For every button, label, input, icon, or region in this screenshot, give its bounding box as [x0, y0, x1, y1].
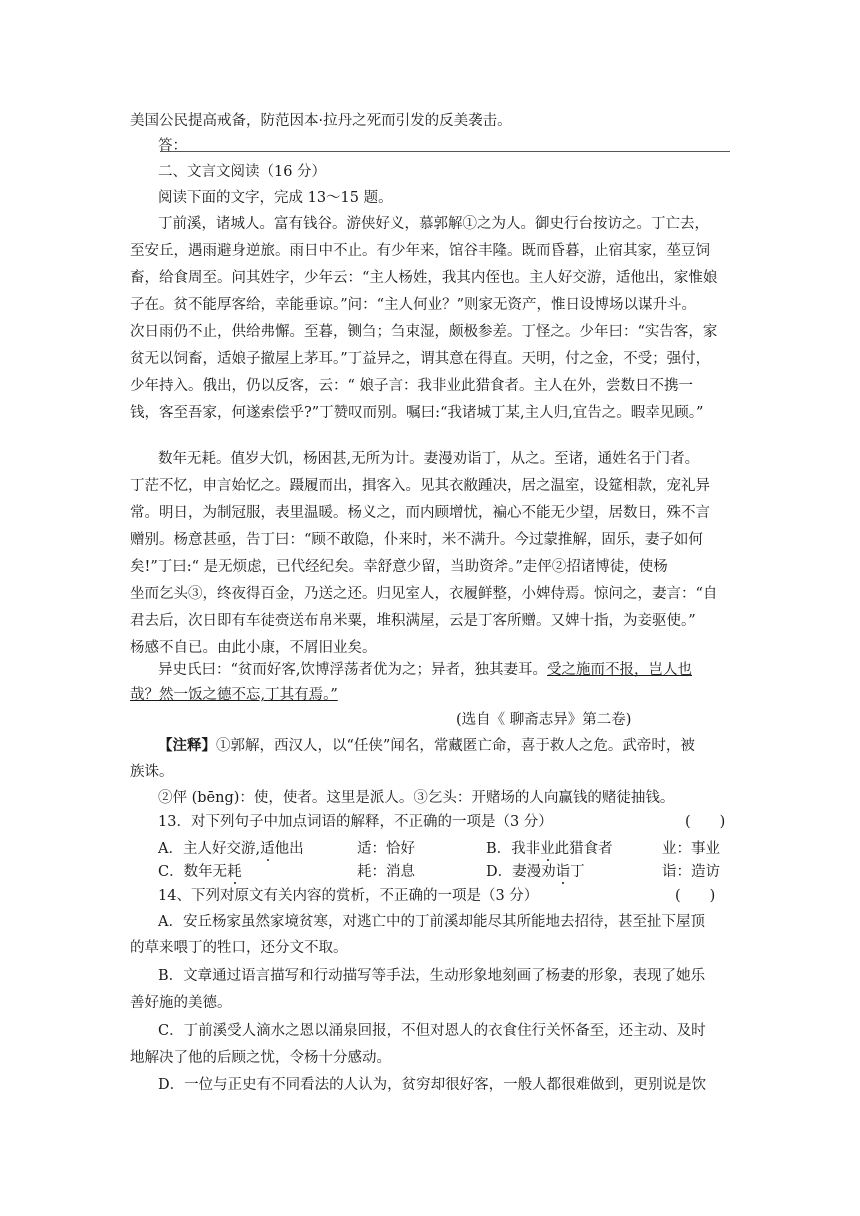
dotted-word: 耗	[227, 864, 242, 880]
passage-line: 次日雨仍不止，供给弗懈。至暮，铡刍；刍束湿，颇极参差。丁怪之。少年曰：“实告客，家	[130, 324, 718, 340]
passage-line: 坐而乞头③，终夜得百金，乃送之还。归见室人，衣履鲜整，小婢侍焉。惊问之，妻言：“自	[130, 586, 718, 602]
option-text: 此猎食者	[554, 841, 613, 857]
q13-option-d	[486, 862, 585, 882]
q13-gloss-d: 诣：造访	[662, 864, 720, 880]
passage-line: 杨感不自已。由此小康，不屑旧业矣。	[130, 640, 377, 656]
notes-line: 族诛。	[130, 764, 174, 780]
passage-line: 畜，给食周至。问其姓字，少年云：“主人杨姓，我其内侄也。主人好交游，适他出，家惟娘	[130, 270, 718, 286]
commentary-line	[158, 660, 730, 680]
dotted-word: 诣	[555, 864, 571, 880]
answer-blank-line	[160, 151, 730, 152]
notes-label: 【注释】	[158, 737, 216, 754]
section-instruction: 阅读下面的文字，完成 13～15 题。	[158, 190, 393, 206]
q14-option-d: D．一位与正史有不同看法的人认为，贫穷却很好客，一般人都很难做到，更别说是饮	[158, 1077, 707, 1093]
q14-stem: 14、下列对原文有关内容的赏析，不正确的一项是（3 分）	[158, 888, 539, 904]
option-text: A．主人好交游,	[158, 841, 261, 857]
passage-line: 子在。贫不能厚客给，幸能垂谅。”问：“主人何业？”则家无资产，惟日设博场以谋升斗。	[130, 297, 696, 313]
option-text: 他出	[274, 841, 304, 857]
passage-line: 数年无耗。值岁大饥，杨困甚,无所为计。妻漫劝诣丁，从之。至诸，通姓名于门者。	[158, 451, 700, 467]
q13-gloss-b: 业：事业	[662, 841, 720, 857]
notes-text: ①郭解，西汉人，以“任侠”闻名，常藏匿亡命，喜于救人之危。武帝时，被	[216, 738, 695, 754]
answer-label: 答：	[158, 138, 187, 154]
passage-line: 矣!”丁曰:“ 是无烦虑，已代经纪矣。幸舒意少留，当助资斧。”走伻②招诸博徒，使杨	[130, 559, 668, 575]
q14-option-b: B．文章通过语言描写和行动描写等手法，生动形象地刻画了杨妻的形象，表现了她乐	[158, 968, 706, 984]
underlined-sentence: 受之施而不报，岂人也	[547, 662, 693, 678]
q14-option-a-cont: 的草来喂丁的牲口，还分文不取。	[130, 940, 348, 956]
q14-option-c: C．丁前溪受人滴水之恩以涌泉回报，不但对恩人的衣食住行关怀备至，还主动、及时	[158, 1023, 706, 1039]
passage-line: 钱，客至吾家，何遂索偿乎?”丁赞叹而别。嘱曰:“我诸城丁某,主人归,宜告之。暇幸见顾。”	[130, 405, 704, 421]
passage-line: 至安丘，遇雨避身逆旅。雨日中不止。有少年来，馆谷丰隆。既而昏暮，止宿其家，莝豆饲	[130, 243, 710, 259]
q14-option-a: A．安丘杨家虽然家境贫寒，对逃亡中的丁前溪却能尽其所能地去招待，甚至扯下屋顶	[158, 914, 705, 930]
q13-gloss-c: 耗：消息	[357, 864, 415, 880]
continued-text-line: 美国公民提高戒备，防范因本·拉丹之死而引发的反美袭击。	[130, 113, 512, 129]
option-text: C．数年无	[158, 864, 228, 880]
q13-gloss-a: 适：恰好	[357, 841, 415, 857]
q13-stem: 13．对下列句子中加点词语的解释，不正确的一项是（3 分）	[158, 814, 553, 830]
section-title: 二、文言文阅读（16 分）	[158, 164, 327, 180]
option-text: 丁	[570, 864, 585, 880]
option-text: D．妻漫劝	[486, 864, 556, 880]
commentary-text: 然一饭之德不忘,丁其有焉。”	[159, 687, 338, 703]
passage-line: 丁前溪，诸城人。富有钱谷。游侠好义，慕郭解①之为人。御史行台按访之。丁亡去，	[158, 216, 709, 232]
answer-paren: ( )	[685, 814, 726, 830]
q14-option-b-cont: 善好施的美德。	[130, 995, 232, 1011]
q13-option-b	[486, 839, 613, 859]
notes-line: ②伻 (bēng)：使，使者。这里是派人。③乞头：开赌场的人向赢钱的赌徒抽钱。	[158, 790, 675, 806]
q14-option-c-cont: 地解决了他的后顾之忧，令杨十分感动。	[130, 1050, 391, 1066]
q13-option-a	[158, 839, 304, 859]
passage-line: 贫无以饲畜，适娘子撤屋上茅耳。”丁益异之，谓其意在得直。天明，付之金，不受；强付，	[130, 351, 711, 367]
commentary-text: 异史氏曰：“贫而好客,饮博浮荡者优为之；异者，独其妻耳。	[158, 662, 548, 678]
answer-paren: ( )	[675, 888, 716, 904]
passage-line: 少年持入。俄出，仍以反客，云：“ 娘子言：我非业此猎食者。主人在外，尝数日不携一	[130, 378, 694, 394]
commentary-line	[130, 685, 730, 705]
notes-line	[158, 736, 730, 756]
q13-option-c	[158, 862, 242, 882]
option-text: B．我非	[486, 841, 541, 857]
passage-line: 常。明日，为制冠服，表里温暖。杨义之，而内顾增忧，褊心不能无少望，居数日，殊不言	[130, 505, 710, 521]
dotted-word: 适	[260, 841, 275, 857]
passage-line: 君去后，次日即有车徒赍送布帛米粟，堆积满屋，云是丁客所赠。又婢十指，为妾驱使。”	[130, 613, 696, 629]
passage-line: 丁茫不忆，申言始忆之。蹑履而出，揖客入。见其衣敝踵决，居之温室，设筵相款，宠礼异	[130, 478, 710, 494]
passage-line: 赠别。杨意甚亟，告丁曰：“顾不敢隐，仆来时，米不满升。今过蒙推解，固乐，妻子如何	[130, 532, 703, 548]
source-citation: (选自《 聊斋志异》第二卷)	[456, 712, 632, 728]
underlined-sentence: 哉？	[130, 687, 159, 703]
dotted-word: 业	[540, 841, 555, 857]
